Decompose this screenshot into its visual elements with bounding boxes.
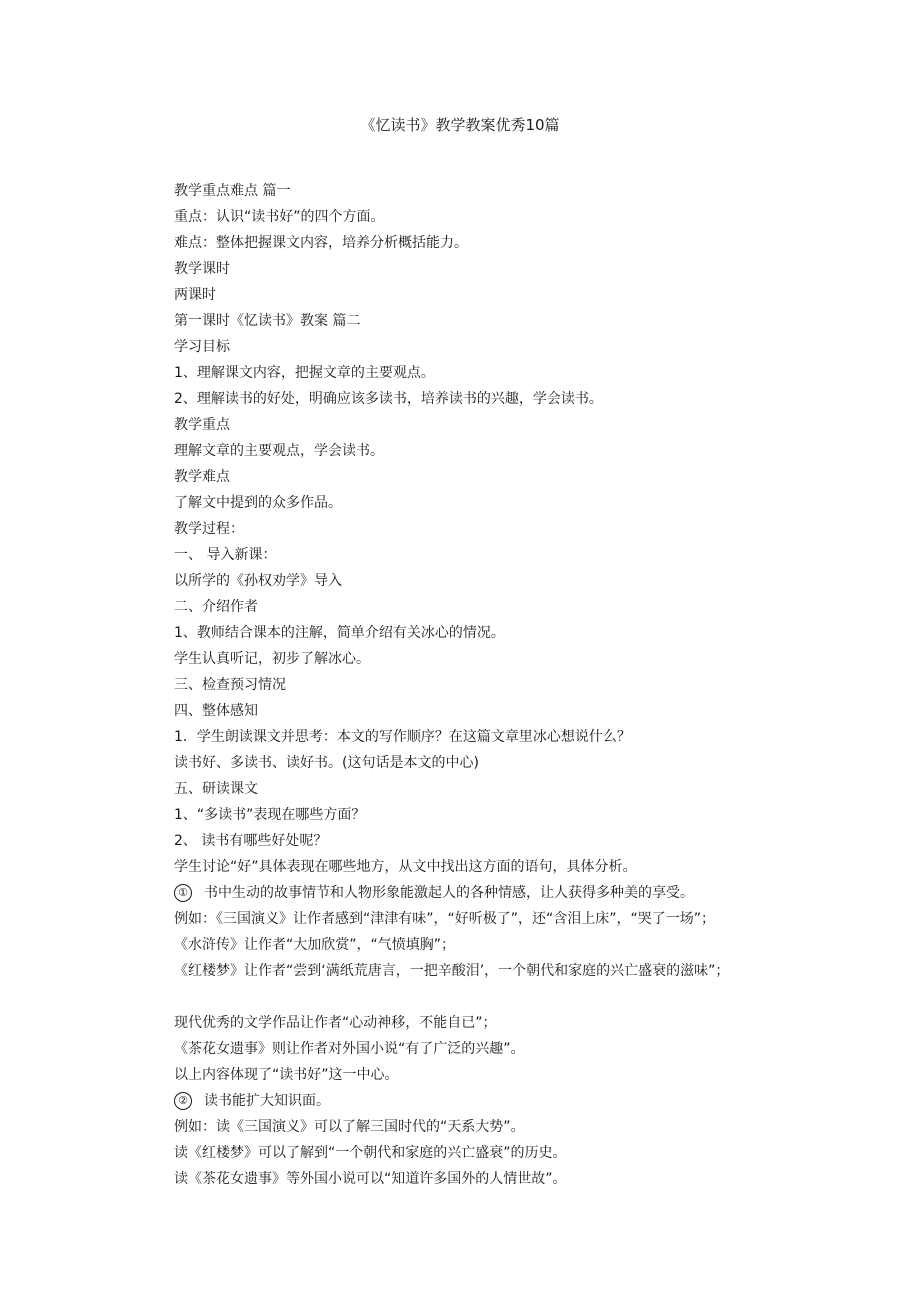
text-line: 第一课时《忆读书》教案 篇二 xyxy=(174,313,361,329)
text-line: 现代优秀的文学作品让作者“心动神移，不能自已”； xyxy=(174,1015,497,1031)
text-line: 一、 导入新课： xyxy=(174,547,277,563)
text-line: 学习目标 xyxy=(174,339,230,355)
text-line: 例如：《三国演义》让作者感到“津津有味”，“好听极了”，还“含泪上床”，“哭了一场”； xyxy=(174,911,716,927)
text-line: 2、理解读书的好处，明确应该多读书，培养读书的兴趣，学会读书。 xyxy=(174,391,603,407)
text-line: 读《茶花女遗事》等外国小说可以“知道许多国外的人情世故”。 xyxy=(174,1171,567,1187)
text-line: 《水浒传》让作者“大加欣赏”，“气愤填胸”； xyxy=(174,937,456,953)
text-line: 了解文中提到的众多作品。 xyxy=(174,495,342,511)
text-line: 三、检查预习情况 xyxy=(174,677,286,693)
text-line: 教学重点 xyxy=(174,417,230,433)
text-line: 《红楼梦》让作者“尝到‘满纸荒唐言，一把辛酸泪’，一个朝代和家庭的兴亡盛衰的滋味”； xyxy=(174,963,730,979)
text-line: 两课时 xyxy=(174,287,216,303)
text-line: 学生认真听记，初步了解冰心。 xyxy=(174,651,370,667)
text-line: 1、教师结合课本的注解，简单介绍有关冰心的情况。 xyxy=(174,625,505,641)
text-span: 书中生动的故事情节和人物形象能激起人的各种情感，让人获得多种美的享受。 xyxy=(204,885,694,901)
document-body xyxy=(140,178,795,1192)
text-line: 1、理解课文内容，把握文章的主要观点。 xyxy=(174,365,435,381)
text-line: 二、介绍作者 xyxy=(174,599,258,615)
text-line: 学生讨论“好”具体表现在哪些地方，从文中找出这方面的语句，具体分析。 xyxy=(174,859,637,875)
text-line: 五、研读课文 xyxy=(174,781,258,797)
text-span: 读书能扩大知识面。 xyxy=(204,1093,330,1109)
text-line: 理解文章的主要观点，学会读书。 xyxy=(174,443,384,459)
text-line: 以所学的《孙权劝学》导入 xyxy=(174,573,342,589)
text-line: 重点：认识“读书好”的四个方面。 xyxy=(174,209,385,225)
text-line: 难点：整体把握课文内容，培养分析概括能力。 xyxy=(174,235,468,251)
text-line: 以上内容体现了“读书好”这一中心。 xyxy=(174,1067,399,1083)
text-line: 1、“多读书”表现在哪些方面？ xyxy=(174,807,366,823)
circled-one-marker: ① xyxy=(174,884,192,902)
text-line: 《茶花女遗事》则让作者对外国小说“有了广泛的兴趣”。 xyxy=(174,1041,525,1057)
text-line: 教学重点难点 篇一 xyxy=(174,183,291,199)
text-line: 2、 读书有哪些好处呢？ xyxy=(174,833,328,849)
text-line: 教学过程： xyxy=(174,521,244,537)
numbered-point-1 xyxy=(140,880,795,906)
text-line: 1．学生朗读课文并思考：本文的写作顺序？在这篇文章里冰心想说什么？ xyxy=(174,729,631,745)
text-line: 教学课时 xyxy=(174,261,230,277)
document-title: 《忆读书》教学教案优秀10篇 xyxy=(360,116,560,134)
text-line: 教学难点 xyxy=(174,469,230,485)
text-line: 四、整体感知 xyxy=(174,703,258,719)
text-line: 读书好、多读书、读好书。(这句话是本文的中心) xyxy=(174,755,479,771)
text-line: 读《红楼梦》可以了解到“一个朝代和家庭的兴亡盛衰”的历史。 xyxy=(174,1145,567,1161)
numbered-point-2 xyxy=(140,1088,795,1114)
circled-two-marker: ② xyxy=(174,1092,192,1110)
text-line: 例如：读《三国演义》可以了解三国时代的“天系大势”。 xyxy=(174,1119,525,1135)
